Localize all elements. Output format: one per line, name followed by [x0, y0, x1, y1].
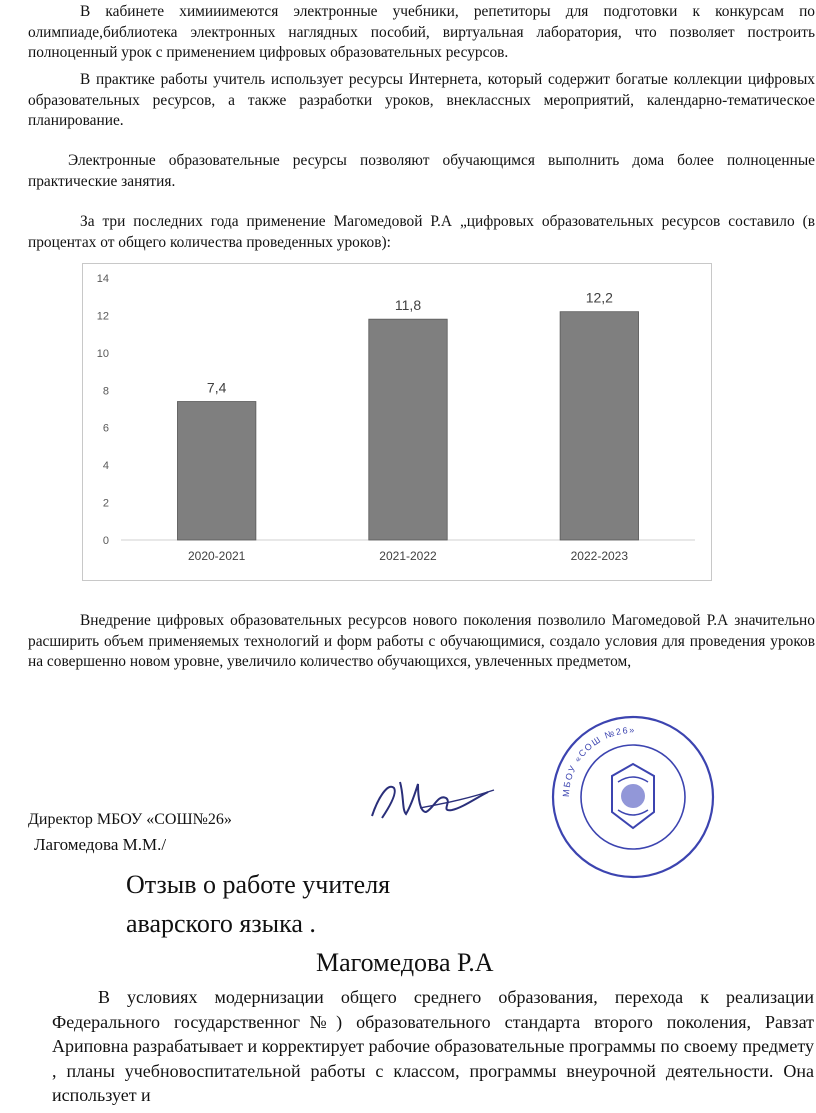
paragraph-chemistry-cabinet: В кабинете химииимеются электронные учебники, репетиторы для подготовки к конкурсам по олимпиаде,библиотека электронных наглядных пособий, виртуальная лаборатория, что позволяет построить полноценный урок с применением цифровых образовательных ресурсов.	[28, 3, 815, 61]
y-tick-label: 10	[96, 347, 109, 360]
chart-svg	[83, 264, 711, 580]
y-tick-label: 0	[102, 535, 109, 547]
bar-chart	[82, 263, 712, 581]
signature-image	[360, 768, 500, 828]
x-category-label: 2020-2021	[187, 549, 246, 563]
y-tick-label: 14	[96, 273, 109, 285]
stamp-ring-text: МБОУ «СОШ №26»	[560, 724, 636, 798]
signature-underline	[420, 790, 494, 808]
y-tick-label: 4	[102, 460, 109, 473]
review-body: В условиях модернизации общего среднего образования, перехода к реализации Федерального государственног№) образовательного стандарта второго поколения, Равзат Ариповна разрабатывает и корректирует рабочие образовательные программы по своему предмету , планы учебновоспитательной работы с классом, программы внеурочной деятельности. Она использует и	[52, 987, 814, 1105]
director-line: Директор МБОУ «СОШ№26»	[28, 811, 232, 828]
review-title-line2: аварского языка .	[126, 909, 316, 938]
y-tick-label: 2	[102, 497, 109, 510]
y-tick-label: 8	[102, 385, 109, 398]
paragraph-three-years: За три последних года применение Магомедовой Р.А „цифровых образовательных ресурсов составило (в процентах от общего количества проведенных уроков):	[28, 213, 815, 251]
bar-2020-2021	[177, 402, 255, 540]
bar-2022-2023	[560, 312, 638, 540]
bar-2021-2022	[369, 319, 447, 540]
data-label: 7,4	[206, 379, 227, 396]
y-tick-label: 6	[102, 422, 109, 435]
director-name: Лагомедова М.М./	[34, 835, 167, 854]
data-label: 11,8	[394, 297, 422, 314]
official-stamp	[548, 712, 718, 882]
signature-stroke	[372, 782, 488, 818]
stamp-emblem-center	[621, 784, 645, 808]
paragraph-implementation: Внедрение цифровых образовательных ресурсов нового поколения позволило Магомедовой Р.А значительно расширить объем применяемых технологий и форм работы с обучающимися, создало условия для проведения уроков на совершенно новом уровне, увеличило количество обучающихся, увлеченных предметом,	[28, 612, 815, 670]
data-label: 12,2	[585, 289, 613, 306]
review-teacher-name: Магомедова Р.А	[316, 948, 494, 977]
paragraph-internet-resources: В практике работы учитель использует ресурсы Интернета, который содержит богатые коллекции цифровых образовательных ресурсов, а также разработки уроков, внеклассных мероприятий, календарно-тематическое планирование.	[28, 71, 815, 129]
paragraph-electronic-resources: Электронные образовательные ресурсы позволяют обучающимся выполнить дома более полноценные практические занятия.	[28, 152, 815, 190]
x-category-label: 2022-2023	[570, 549, 629, 563]
y-tick-label: 12	[96, 310, 109, 323]
x-category-label: 2021-2022	[379, 549, 437, 563]
review-title-line1: Отзыв о работе учителя	[126, 870, 391, 899]
